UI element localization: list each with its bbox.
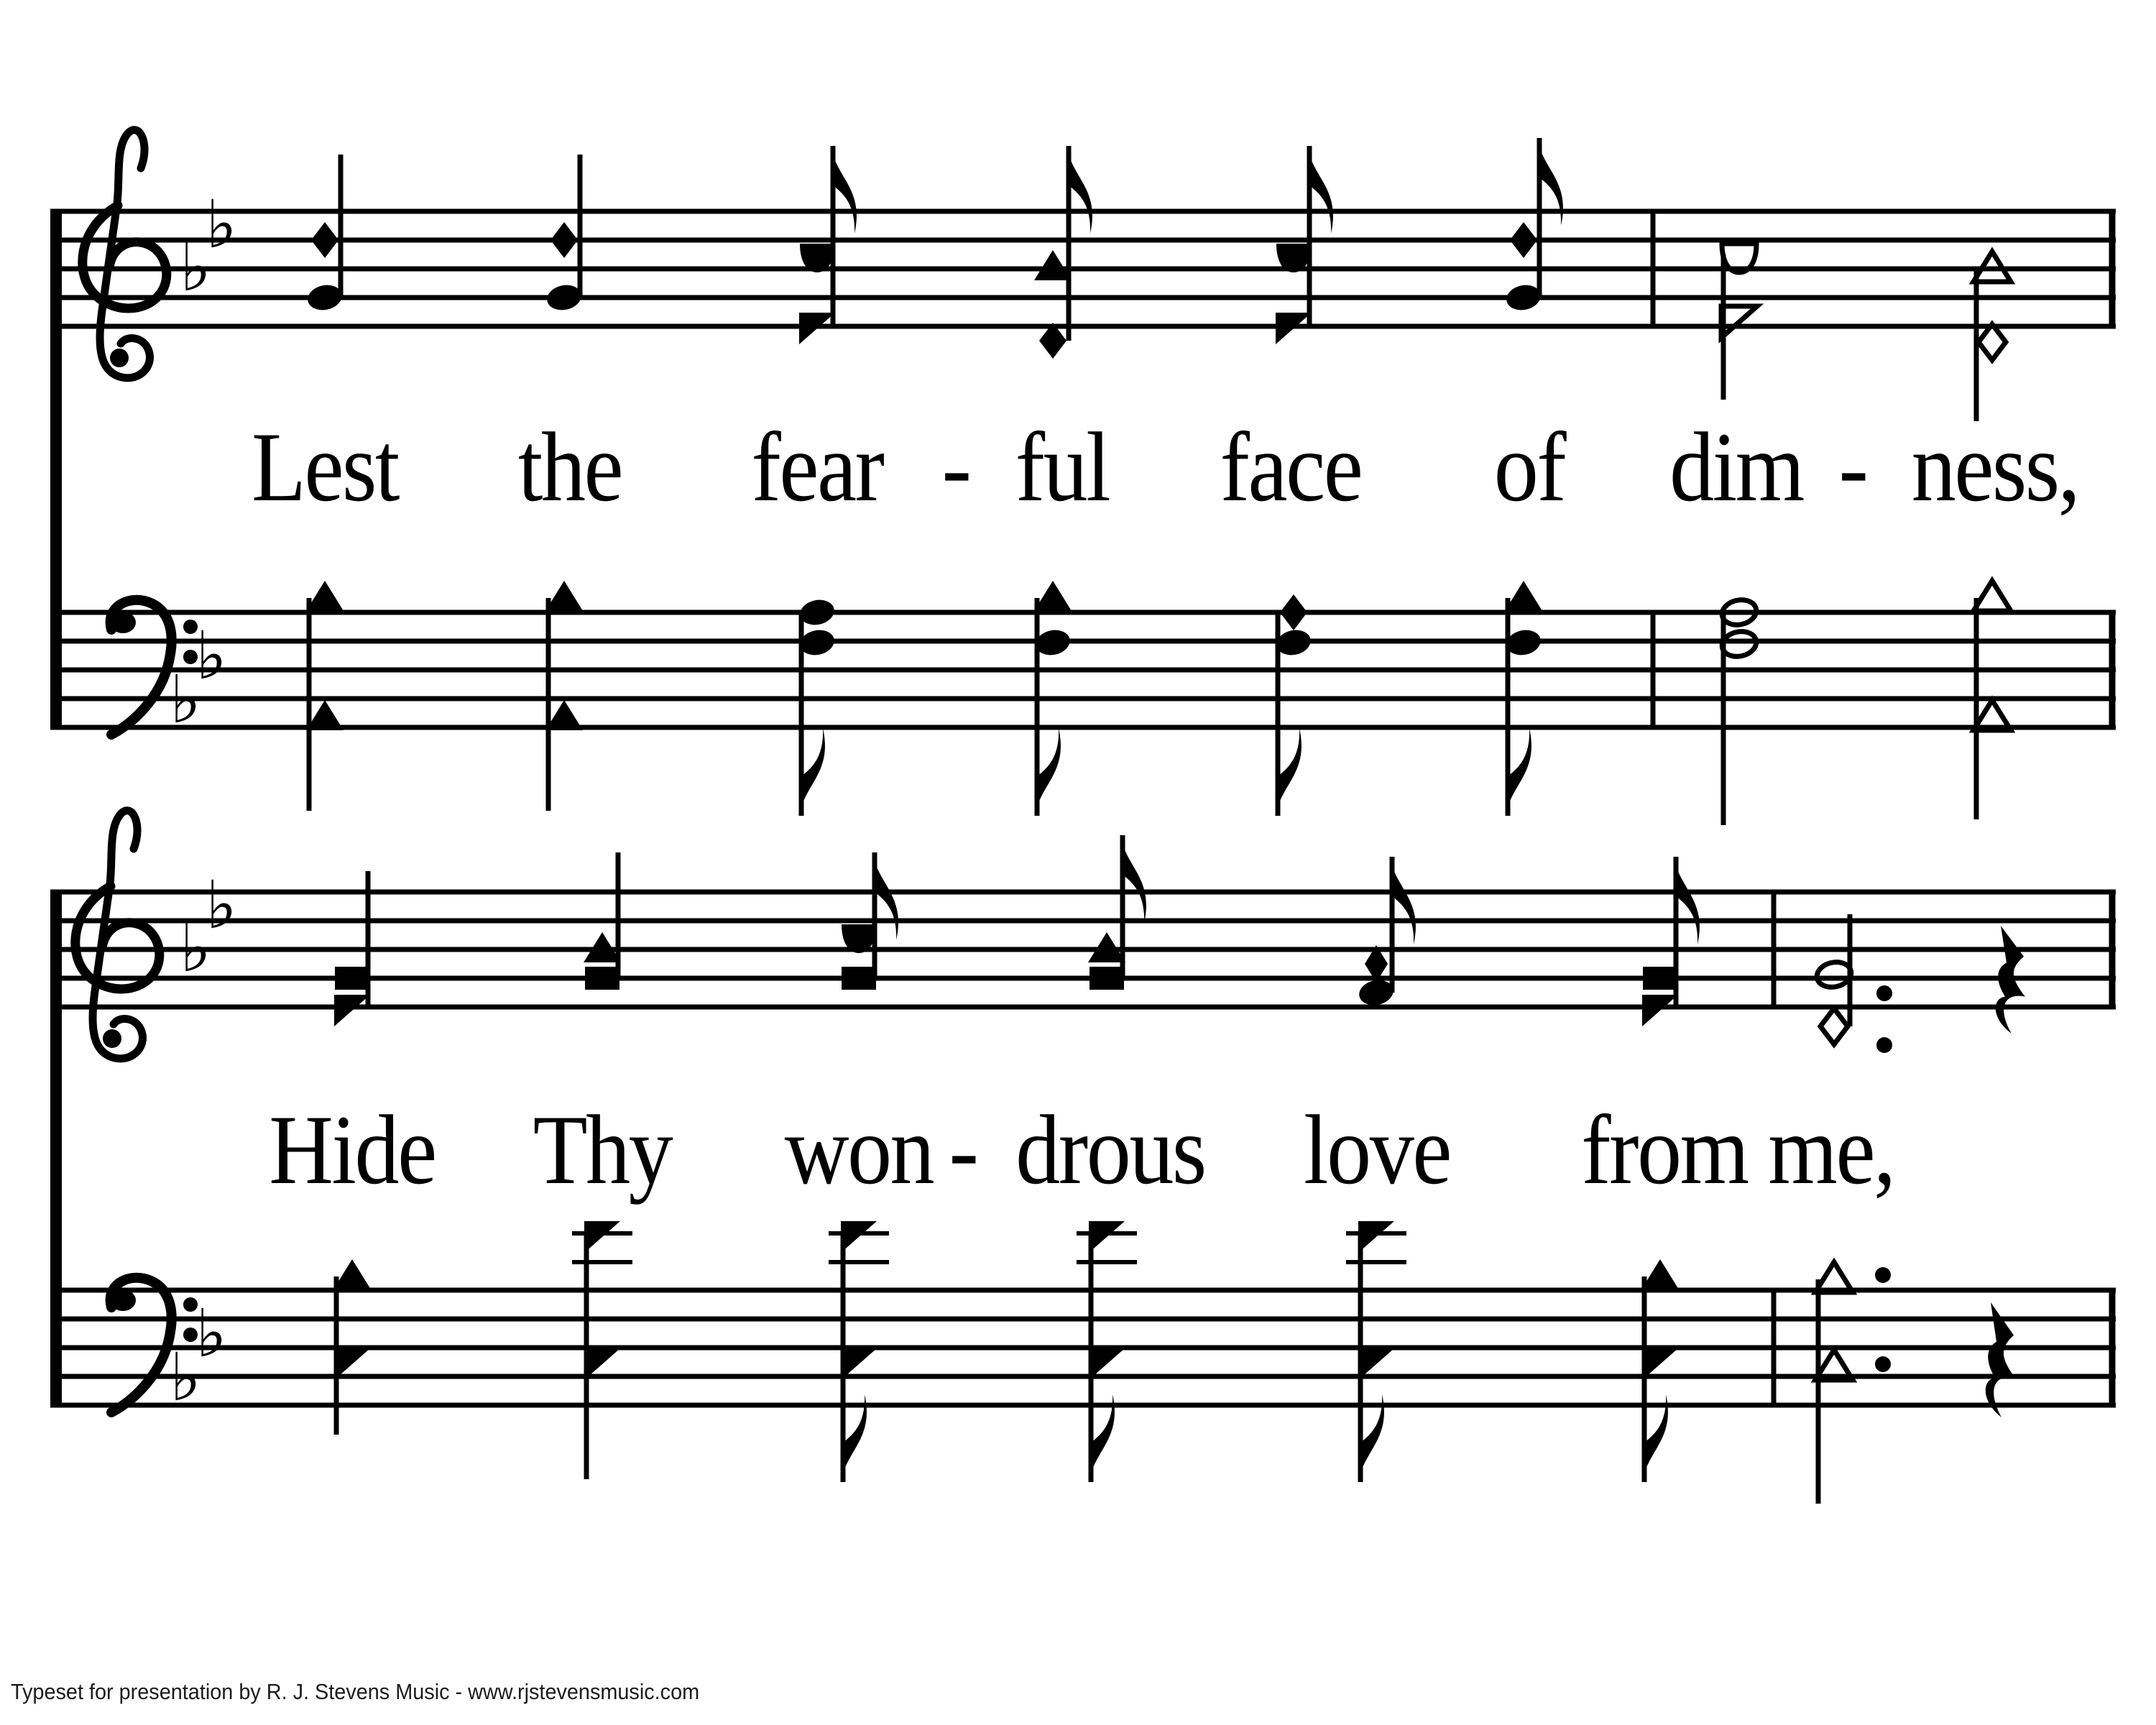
notehead-do — [1034, 250, 1072, 280]
notehead-mi — [1280, 594, 1307, 630]
lyric-syllable: of — [1493, 412, 1565, 522]
notehead-mi — [311, 222, 338, 258]
flat-sign: ♭ — [180, 229, 211, 306]
note-chord — [1815, 1262, 1891, 1504]
flat-sign: ♭ — [195, 1295, 227, 1372]
notehead-mi — [1820, 1008, 1848, 1044]
note-chord — [1973, 252, 2011, 421]
lyric-syllable: the — [517, 412, 622, 522]
lyric-syllable: ness, — [1911, 412, 2079, 522]
note-chord — [1088, 835, 1146, 990]
flat-sign: ♭ — [170, 1339, 201, 1416]
note-chord — [545, 155, 584, 313]
note-chord — [305, 155, 344, 313]
note-chord — [798, 597, 837, 816]
lyric-syllable: fear — [751, 412, 883, 522]
augmentation-dot — [1875, 1267, 1891, 1283]
bass-staff — [50, 581, 2116, 825]
lyric-syllable: ful — [1015, 412, 1110, 522]
lyric-hyphen: - — [949, 1095, 977, 1205]
note-chord — [1276, 146, 1333, 344]
note-chord — [306, 581, 344, 811]
notehead-fa — [1642, 995, 1678, 1026]
augmentation-dot — [1876, 985, 1892, 1001]
flat-sign: ♭ — [170, 661, 201, 738]
notehead-mi — [1510, 222, 1537, 258]
notehead-fa — [334, 995, 370, 1026]
augmentation-dot — [1875, 1356, 1891, 1372]
bass-staff — [50, 1221, 2116, 1504]
notehead-do — [1973, 581, 2011, 611]
lyric-syllable: love — [1304, 1095, 1450, 1205]
notehead-do — [306, 581, 344, 611]
notehead-do — [1641, 1259, 1679, 1289]
notehead-do — [306, 700, 344, 730]
flat-sign: ♭ — [195, 617, 227, 694]
notehead-mi — [550, 222, 578, 258]
lyric-hyphen: - — [1838, 412, 1867, 522]
lyric-syllable: Hide — [269, 1095, 436, 1205]
treble-staff — [50, 811, 2116, 1059]
flat-sign: ♭ — [206, 867, 237, 944]
note-chord — [1720, 597, 1759, 825]
notehead-fa — [1721, 306, 1757, 338]
lyric-syllable: Thy — [533, 1095, 672, 1205]
notehead-do — [545, 581, 583, 611]
note-chord — [1642, 857, 1700, 1026]
flat-sign: ♭ — [180, 910, 211, 987]
note-chord — [1815, 914, 1892, 1053]
lyric-hyphen: - — [941, 412, 970, 522]
note-chord — [1504, 138, 1563, 313]
lyric-syllable: face — [1220, 412, 1362, 522]
lyric-syllable: won — [784, 1095, 934, 1205]
note-chord — [799, 146, 857, 344]
note-chord — [1077, 1221, 1137, 1482]
notehead-do — [545, 700, 583, 730]
notehead-la — [585, 967, 619, 990]
notehead-do — [1034, 581, 1072, 611]
augmentation-dot — [1876, 1037, 1892, 1053]
note-chord — [829, 1221, 889, 1482]
notehead-la — [335, 967, 369, 990]
notehead-do — [1505, 581, 1542, 611]
note-chord — [1274, 594, 1313, 816]
treble-staff — [50, 130, 2116, 421]
note-chord — [1346, 1221, 1406, 1482]
note-chord — [1357, 857, 1416, 1008]
flat-sign: ♭ — [206, 186, 237, 263]
lyric-syllable: me, — [1768, 1095, 1894, 1205]
treble-clef-icon — [83, 130, 167, 378]
lyric-syllable: dim — [1669, 412, 1803, 522]
note-chord — [545, 581, 583, 811]
notehead-la — [842, 967, 876, 990]
lyric-syllable: from — [1581, 1095, 1748, 1205]
lyric-syllable: Lest — [252, 412, 398, 522]
footer-credit: Typeset for presentation by R. J. Stevens Music - www.rjstevensmusic.com — [11, 1679, 700, 1704]
notehead-mi — [1978, 324, 2006, 360]
lyrics-line-2 — [0, 1092, 2156, 1236]
lyric-syllable: drous — [1015, 1095, 1205, 1205]
notehead-la — [1089, 967, 1124, 990]
lyrics-line-1 — [0, 410, 2156, 553]
treble-clef-icon — [75, 811, 160, 1059]
notehead-do — [333, 1259, 371, 1289]
notehead-la — [1643, 967, 1677, 990]
